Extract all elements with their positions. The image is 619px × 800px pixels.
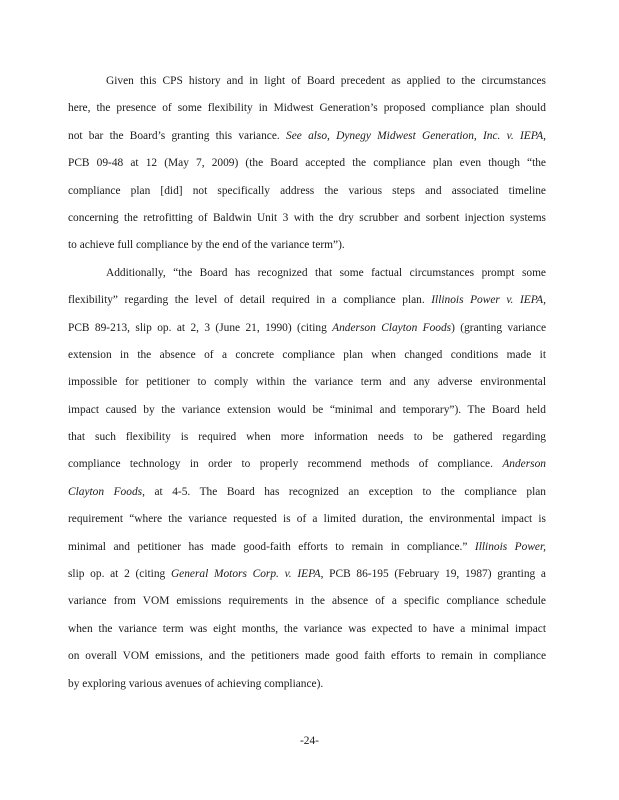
body-text [68, 68, 546, 698]
text-line [68, 287, 546, 314]
text-run: Given this CPS history and in light of Board precedent as applied to the circumstances [106, 75, 546, 87]
text-line [68, 588, 546, 615]
text-run: on overall VOM emissions, and the petitioners made good faith efforts to remain in compliance [68, 650, 546, 663]
text-line [68, 451, 546, 478]
text-run: flexibility” regarding the level of detail required in a compliance plan. [68, 294, 432, 307]
italic-citation: Anderson Clayton Foods [332, 321, 452, 334]
text-run: compliance technology in order to properly recommend methods of compliance. [68, 458, 503, 471]
text-run: not bar the Board’s granting this variance. [68, 129, 287, 142]
text-line [68, 424, 546, 451]
text-run: to achieve full compliance by the end of the variance term”). [68, 239, 345, 252]
paragraph [68, 68, 546, 260]
text-run: impact caused by the variance extension would be “minimal and temporary”). The Board held [68, 403, 546, 416]
text-line [68, 561, 546, 588]
text-line [68, 68, 546, 95]
text-run: PCB 09-48 at 12 (May 7, 2009) (the Board accepted the compliance plan even though “the [68, 157, 546, 170]
text-run: extension in the absence of a concrete compliance plan when changed conditions made it [68, 348, 546, 361]
text-line [68, 205, 546, 232]
text-line [68, 506, 546, 533]
text-line [68, 397, 546, 424]
text-line [68, 534, 546, 561]
text-run: that such flexibility is required when more information needs to be gathered regarding [68, 431, 546, 444]
text-run: compliance plan [did] not specifically address the various steps and associated timeline [68, 184, 546, 197]
text-run: impossible for petitioner to comply within the variance term and any adverse environmental [68, 376, 546, 389]
text-line [68, 95, 546, 122]
text-line [68, 671, 546, 698]
text-run: , at 4-5. The Board has recognized an exception to the compliance plan [142, 485, 546, 498]
text-line [68, 150, 546, 177]
text-line [68, 616, 546, 643]
text-line [68, 342, 546, 369]
text-line [68, 123, 546, 150]
text-run: when the variance term was eight months, the variance was expected to have a minimal impact [68, 622, 546, 635]
text-line [68, 479, 546, 506]
text-run: here, the presence of some flexibility in Midwest Generation’s proposed compliance plan should [68, 102, 546, 115]
text-line [68, 232, 546, 259]
text-run: by exploring various avenues of achieving compliance). [68, 677, 324, 690]
paragraph [68, 260, 546, 698]
italic-citation: Illinois Power v. IEPA, [431, 294, 546, 307]
text-line [68, 369, 546, 396]
italic-citation: General Motors Corp. v. IEPA [170, 568, 321, 581]
text-run: concerning the retrofitting of Baldwin Unit 3 with the dry scrubber and sorbent injection systems [68, 211, 546, 224]
text-line [68, 260, 546, 287]
text-run: slip op. at 2 (citing [68, 568, 171, 581]
text-run: variance from VOM emissions requirements in the absence of a specific compliance schedule [68, 595, 546, 608]
page-number: -24- [300, 735, 319, 747]
italic-citation: Anderson [502, 458, 546, 471]
italic-citation: Illinois Power, [474, 540, 547, 553]
text-line [68, 315, 546, 342]
italic-citation: Clayton Foods [68, 485, 143, 498]
text-run: minimal and petitioner has made good-faith efforts to remain in compliance.” [68, 540, 475, 553]
text-run: , PCB 86-195 (February 19, 1987) granting a [320, 568, 546, 581]
text-line [68, 178, 546, 205]
text-line [68, 643, 546, 670]
text-run: ) (granting variance [451, 321, 546, 334]
text-run: requirement “where the variance requested is of a limited duration, the environmental impact is [68, 513, 546, 526]
italic-citation: See also, Dynegy Midwest Generation, Inc. v. IEPA, [286, 129, 546, 142]
text-run: PCB 89-213, slip op. at 2, 3 (June 21, 1990) (citing [68, 321, 333, 334]
text-run: Additionally, “the Board has recognized that some factual circumstances prompt some [106, 266, 546, 279]
